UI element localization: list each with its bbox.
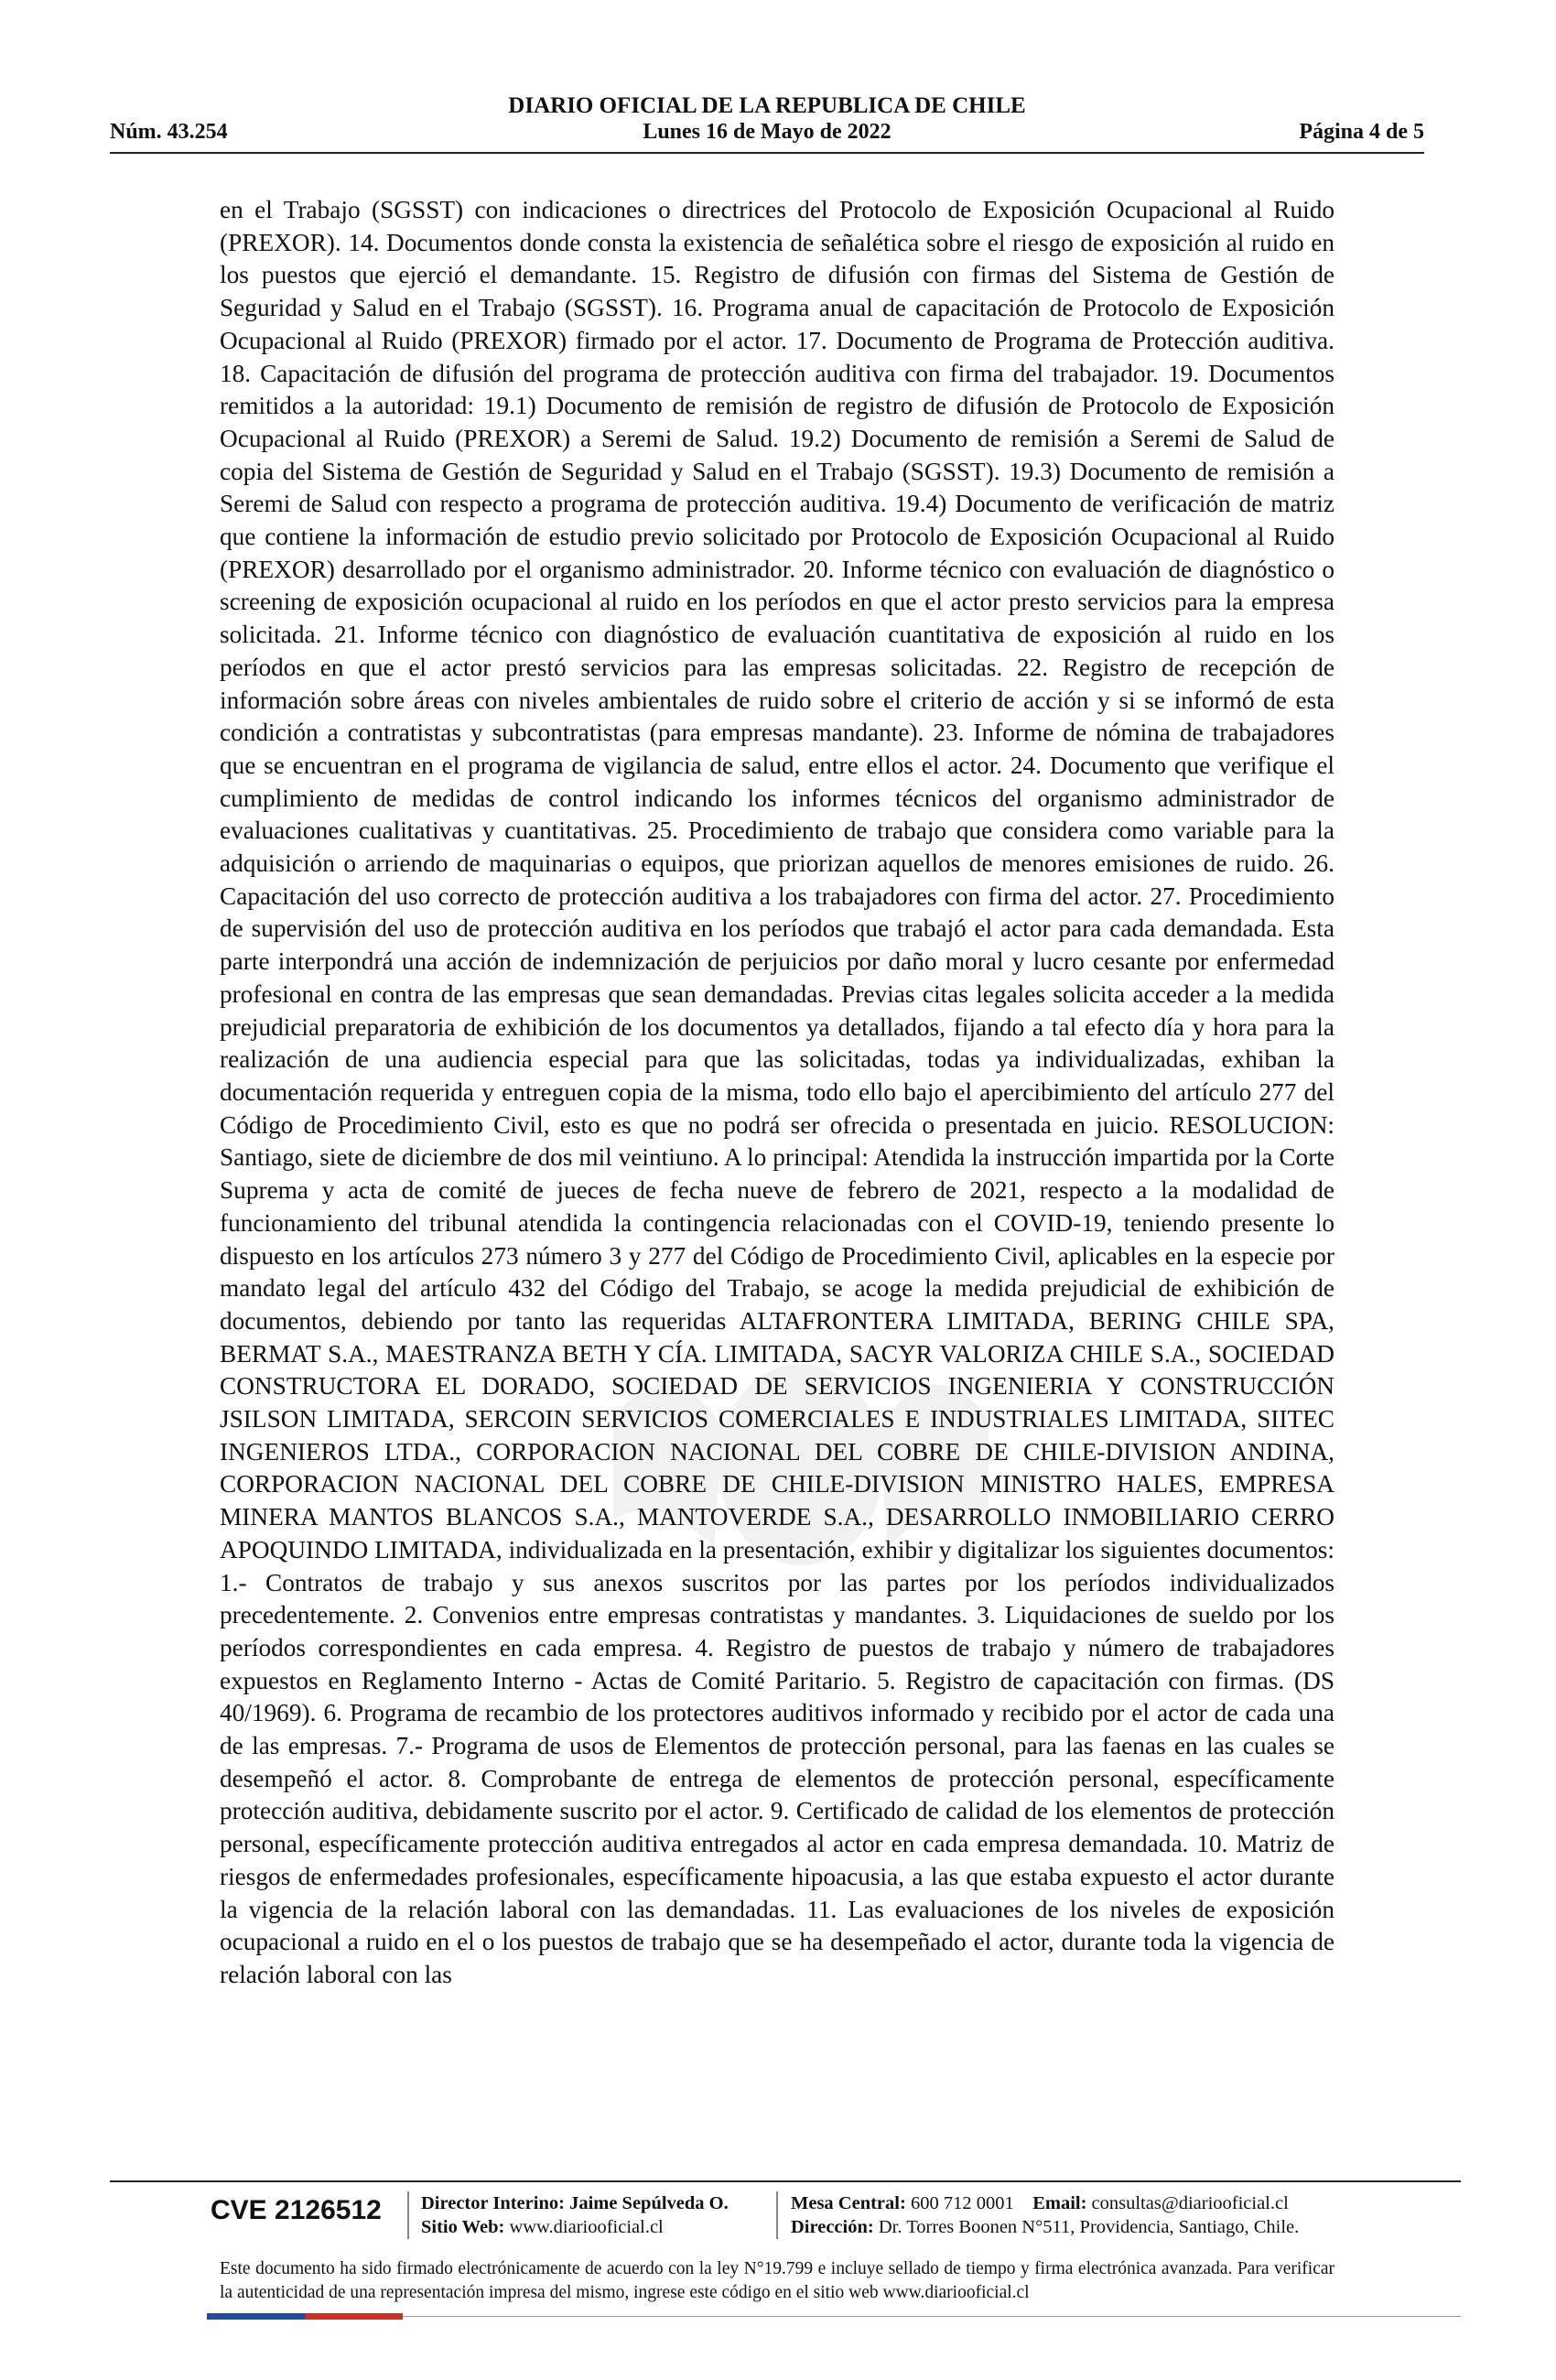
phone-label: Mesa Central: (791, 2193, 906, 2213)
document-body-text: en el Trabajo (SGSST) con indicaciones o directrices del Protocolo de Exposición Ocupacional al Ruido (PREXOR). 14. Documentos donde consta la existencia de señalética sobre el riesgo de exposición al ruido en los puestos que ejerció el demandante. 15. Registro de difusión con firmas del Sistema de Gestión de Seguridad y Salud en el Trabajo (SGSST). 16. Programa anual de capacitación de Protocolo de Exposición Ocupacional al Ruido (PREXOR) firmado por el actor. 17. Documento de Programa de Protección auditiva. 18. Capacitación de difusión del programa de protección auditiva con firma del trabajador. 19. Documentos remitidos a la autoridad: 19.1) Documento de remisión de registro de difusión de Protocolo de Exposición Ocupacional al Ruido (PREXOR) a Seremi de Salud. 19.2) Documento de remisión a Seremi de Salud de copia del Sistema de Gestión de Seguridad y Salud en el Trabajo (SGSST). 19.3) Documento de remisión a Seremi de Salud con respecto a programa de protección auditiva. 19.4) Documento de verificación de matriz que contiene la información de estudio previo solicitado por Protocolo de Exposición Ocupacional al Ruido (PREXOR) desarrollado por el organismo administrador. 20. Informe técnico con evaluación de diagnóstico o screening de exposición ocupacional al ruido en los períodos en que el actor presto servicios para la empresa solicitada. 21. Informe técnico con diagnóstico de evaluación cuantitativa de exposición al ruido en los períodos en que el actor prestó servicios para las empresas solicitadas. 22. Registro de recepción de información sobre áreas con niveles ambientales de ruido sobre el criterio de acción y si se informó de esta condición a contratistas y subcontratistas (para empresas mandante). 23. Informe de nómina de trabajadores que se encuentran en el programa de vigilancia de salud, entre ellos el actor. 24. Documento que verifique el cumplimiento de medidas de control indicando los informes técnicos del organismo administrador de evaluaciones cualitativas y cuantitativas. 25. Procedimiento de trabajo que considera como variable para la adquisición o arriendo de maquinarias o equipos, que priorizan aquellos de menores emisiones de ruido. 26. Capacitación del uso correcto de protección auditiva a los trabajadores con firma del actor. 27. Procedimiento de supervisión del uso de protección auditiva en los períodos que trabajó el actor para cada demandada. Esta parte interpondrá una acción de indemnización de perjuicios por daño moral y lucro cesante por enfermedad profesional en contra de las empresas que sean demandadas. Previas citas legales solicita acceder a la medida prejudicial preparatoria de exhibición de los documentos ya detallados, fijando a tal efecto día y hora para la realización de una audiencia especial para que las solicitadas, todas ya individualizadas, exhiban la documentación requerida y entreguen copia de la misma, todo ello bajo el apercibimiento del artículo 277 del Código de Procedimiento Civil, esto es que no podrá ser ofrecida o presentada en juicio. RESOLUCION: Santiago, siete de diciembre de dos mil veintiuno. A lo principal: Atendida la instrucción impartida por la Corte Suprema y acta de comité de jueces de fecha nueve de febrero de 2021, respecto a la modalidad de funcionamiento del tribunal atendida la contingencia relacionadas con el COVID-19, teniendo presente lo dispuesto en los artículos 273 número 3 y 277 del Código de Procedimiento Civil, aplicables en la especie por mandato legal del artículo 432 del Código del Trabajo, se acoge la medida prejudicial de exhibición de documentos, debiendo por tanto las requeridas ALTAFRONTERA LIMITADA, BERING CHILE SPA, BERMAT S.A., MAESTRANZA BETH Y CÍA. LIMITADA, SACYR VALORIZA CHILE S.A., SOCIEDAD CONSTRUCTORA EL DORADO, SOCIEDAD DE SERVICIOS INGENIERIA Y CONSTRUCCIÓN JSILSON LIMITADA, SERCOIN SERVICIOS COMERCIALES E INDUSTRIALES LIMITADA, SIITEC INGENIEROS LTDA., CORPORACION NACIONAL DEL COBRE DE CHILE-DIVISION ANDINA, CORPORACION NACIONAL DEL COBRE DE CHILE-DIVISION MINISTRO HALES, EMPRESA MINERA MANTOS BLANCOS S.A., MANTOVERDE S.A., DESARROLLO INMOBILIARIO CERRO APOQUINDO LIMITADA, individualizada en la presentación, exhibir y digitalizar los siguientes documentos: 1.- Contratos de trabajo y sus anexos suscritos por las partes por los períodos individualizados precedentemente. 2. Convenios entre empresas contratistas y mandantes. 3. Liquidaciones de sueldo por los períodos correspondientes en cada empresa. 4. Registro de puestos de trabajo y número de trabajadores expuestos en Reglamento Interno - Actas de Comité Paritario. 5. Registro de capacitación con firmas. (DS 40/1969). 6. Programa de recambio de los protectores auditivos informado y recibido por el actor de cada una de las empresas. 7.- Programa de usos de Elementos de protección personal, para las faenas en las cuales se desempeñó el actor. 8. Comprobante de entrega de elementos de protección personal, específicamente protección auditiva, debidamente suscrito por el actor. 9. Certificado de calidad de los elementos de protección personal, específicamente protección auditiva entregados al actor en cada empresa demandada. 10. Matriz de riesgos de enfermedades profesionales, específicamente hipoacusia, a las que estaba expuesto el actor durante la vigencia de la relación laboral con las demandadas. 11. Las evaluaciones de los niveles de exposición ocupacional a ruido en el o los puestos de trabajo que se ha desempeñado el actor, durante toda la vigencia de relación laboral con las (220, 196, 1334, 1988)
footer-divider (110, 2180, 1461, 2182)
contact-info (791, 2191, 1299, 2239)
address: Dr. Torres Boonen N°511, Providencia, Santiago, Chile. (878, 2217, 1300, 2237)
footer-separator (776, 2191, 778, 2239)
director-name: Jaime Sepúlveda O. (569, 2193, 729, 2213)
director-info (421, 2191, 729, 2239)
flag-bar (207, 2313, 403, 2320)
website-label: Sitio Web: (421, 2217, 505, 2237)
publication-date: Lunes 16 de Mayo de 2022 (643, 120, 891, 144)
address-label: Dirección: (791, 2217, 874, 2237)
legal-notice: Este documento ha sido firmado electrónicamente de acuerdo con la ley N°19.799 e incluye sellado de tiempo y firma electrónica avanzada. Para verificar la autenticidad de una representación impresa del mismo, ingrese este código en el sitio web www.diariooficial.cl (220, 2259, 1334, 2302)
footer-separator (407, 2191, 409, 2239)
phone-number: 600 712 0001 (910, 2193, 1014, 2213)
email-link[interactable]: consultas@diariooficial.cl (1091, 2193, 1289, 2213)
flag-red-segment (305, 2313, 403, 2320)
page-header (110, 92, 1424, 148)
website-link[interactable]: www.diariooficial.cl (509, 2217, 664, 2237)
email-label: Email: (1032, 2193, 1087, 2213)
header-divider (110, 152, 1424, 154)
footer-bottom-line (403, 2316, 1461, 2317)
director-label: Director Interino: (421, 2193, 565, 2213)
publication-title: DIARIO OFICIAL DE LA REPUBLICA DE CHILE (508, 93, 1026, 118)
page-number: Página 4 de 5 (1299, 120, 1424, 144)
flag-blue-segment (207, 2313, 305, 2320)
issue-number: Núm. 43.254 (110, 120, 228, 144)
cve-code: CVE 2126512 (211, 2195, 382, 2225)
